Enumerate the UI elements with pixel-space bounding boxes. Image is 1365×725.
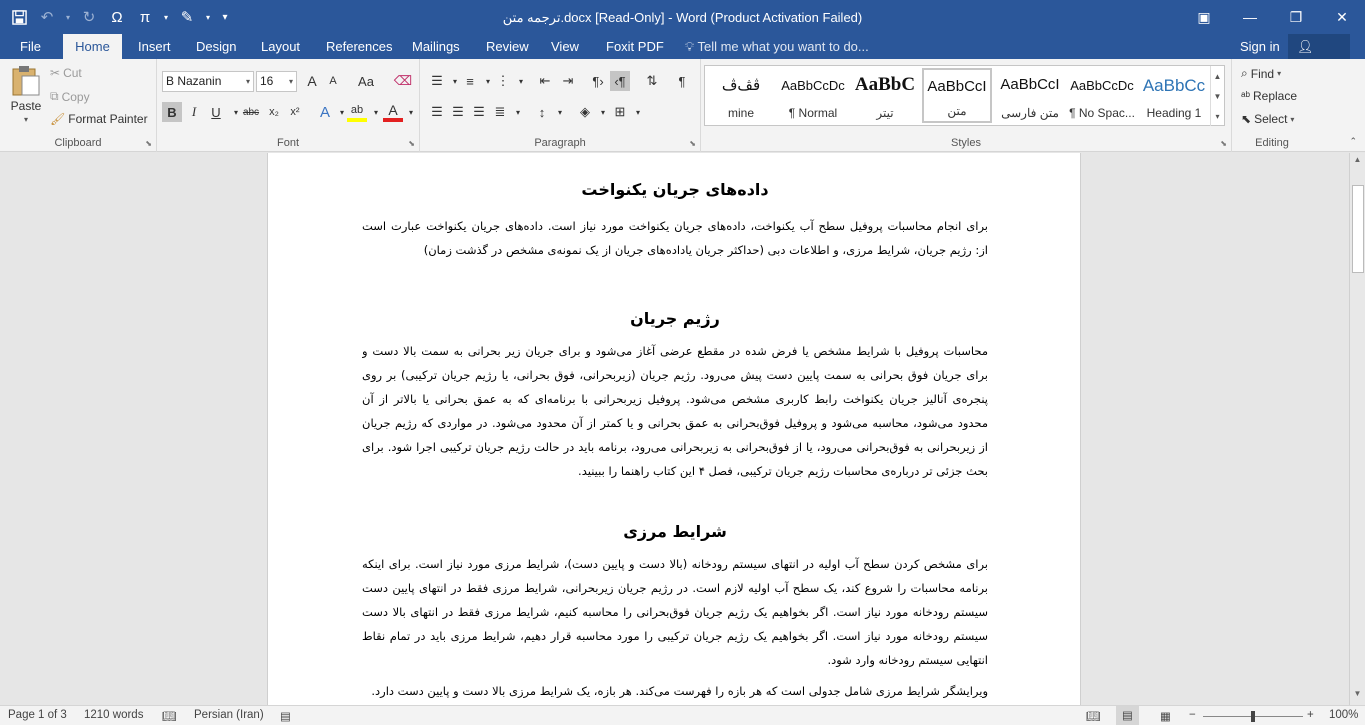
find-button[interactable] (1241, 66, 1281, 81)
copy-icon: ⧉ (50, 89, 59, 103)
borders-icon[interactable]: ⊞ (614, 104, 626, 119)
shading-icon[interactable]: ◈ (580, 104, 590, 119)
paragraph-line: از: رژیم جریان، شرایط مرزی، و اطلاعات دبی (حداکثر جریان یاداده‌های جریان از یک نمونه‌ی مشخص در گذشت زمان) (423, 243, 988, 257)
multilevel-dropdown-icon[interactable]: ▾ (518, 76, 523, 86)
subscript-button[interactable]: x₂ (269, 106, 279, 118)
numbering-icon[interactable]: ≡ (466, 73, 474, 89)
scroll-down-icon[interactable]: ▼ (1353, 689, 1362, 698)
editing-group-label: Editing (1255, 137, 1289, 149)
paragraph-line: محاسبات پروفیل با شرایط مشخص یا فرض شده در مقطع عرضی آغاز می‌شود و برای جریان زیر بحرانی به سمت بالا دست و (362, 344, 988, 358)
paragraph-line: پنجره‌ی آنالیز جریان یکنواخت رابط کاربری مشخص می‌شود. پروفیل زیربحرانی با برنامه‌ای که به عمق بحرانی یا بالاتر از آن (362, 392, 988, 406)
font-launcher-icon[interactable]: ⬊ (408, 139, 415, 148)
shape-dropdown-icon[interactable]: ▾ (205, 12, 210, 22)
restore-button[interactable]: ❐ (1289, 8, 1303, 25)
font-size-value: 16 (260, 74, 274, 88)
numbering-dropdown-icon[interactable]: ▾ (485, 76, 490, 86)
document-page[interactable] (267, 153, 1081, 705)
scissors-icon: ✂ (50, 66, 61, 80)
replace-label: Replace (1253, 89, 1298, 103)
copy-button[interactable] (50, 89, 90, 104)
share-button[interactable] (1288, 34, 1350, 59)
customize-qat-button[interactable]: ▾ (222, 11, 228, 23)
heading-uniform-flow-data: داده‌های جریان یکنواخت (581, 180, 769, 199)
style-no-spacing[interactable] (1067, 68, 1137, 123)
ribbon-home (0, 59, 1365, 152)
italic-button[interactable]: I (191, 104, 197, 119)
style-name: mine (727, 106, 754, 120)
style-matn[interactable] (922, 68, 992, 123)
window-controls (1181, 0, 1365, 34)
line-spacing-dropdown-icon[interactable]: ▾ (557, 107, 562, 117)
read-mode-icon[interactable]: 📖︎ (1086, 711, 1101, 723)
justify-dropdown-icon[interactable]: ▾ (515, 107, 520, 117)
paragraph-line: انتهایی سیستم رودخانه وارد شود. (827, 653, 988, 667)
styles-gallery (704, 65, 1225, 126)
style-preview: AaBbCcDc (781, 78, 845, 93)
style-matn-farsi[interactable] (995, 68, 1065, 123)
tab-file[interactable]: File (20, 39, 41, 54)
align-left-icon[interactable]: ☰ (431, 104, 443, 119)
title-bar (0, 0, 1365, 34)
style-normal[interactable] (778, 68, 848, 123)
style-name: ¶ Normal (788, 106, 838, 120)
bullets-dropdown-icon[interactable]: ▾ (452, 76, 457, 86)
effects-dropdown-icon[interactable]: ▾ (339, 107, 344, 117)
window-title: ترجمه متن.docx [Read-Only] - Word (Product Activation Failed) (502, 10, 863, 25)
replace-icon: ᵃᵇ (1241, 89, 1250, 103)
style-name: متن (947, 104, 967, 118)
chevron-down-icon: ▾ (288, 77, 293, 86)
format-painter-button[interactable] (50, 112, 148, 126)
proofing-icon[interactable]: 📖︎ (162, 711, 177, 723)
paragraph-line: محدود می‌شود، محاسبه می‌شود و پروفیل فوق‌بحرانی به عمق بحرانی و یا کمتر از آن محدود می‌شود. در مواردی که رژیم جریان (362, 416, 988, 430)
vertical-scrollbar[interactable] (1349, 153, 1365, 705)
font-group (157, 59, 420, 152)
clipboard-launcher-icon[interactable]: ⬊ (145, 139, 152, 148)
bullets-icon[interactable]: ☰ (431, 73, 443, 88)
find-dropdown-icon: ▾ (1277, 69, 1282, 78)
insert-omega-button[interactable]: Ω (111, 8, 123, 26)
clipboard-group (0, 59, 157, 152)
ltr-direction-icon[interactable]: ¶› (592, 73, 604, 89)
copy-label: Copy (61, 89, 90, 104)
select-dropdown-icon: ▾ (1290, 114, 1295, 124)
tab-references[interactable]: References (326, 39, 393, 54)
tab-mailings[interactable]: Mailings (412, 39, 460, 54)
underline-dropdown-icon[interactable]: ▾ (233, 107, 238, 117)
increase-indent-icon[interactable]: ⇥ (562, 73, 574, 88)
insert-equation-button[interactable]: π (139, 8, 151, 26)
text-effects-button[interactable]: A (319, 103, 330, 121)
align-center-icon[interactable]: ☰ (452, 104, 464, 119)
page-count[interactable]: Page 1 of 3 (8, 709, 67, 721)
style-preview: AaBbCcI (1000, 76, 1060, 93)
style-heading-1[interactable] (1139, 68, 1209, 123)
tab-design[interactable]: Design (196, 39, 237, 54)
paragraph-line: سیستم رودخانه مورد نیاز است. اگر بخواهیم یک رژیم جریان ترکیبی را مورد محاسبه قرار دهیم، شرایط مرزی باید در تمام نقاط (362, 629, 988, 643)
styles-launcher-icon[interactable]: ⬊ (1220, 139, 1227, 148)
line-spacing-icon[interactable]: ↕ (538, 104, 546, 120)
heading-boundary-conditions: شرایط مرزی (623, 522, 727, 541)
select-label: Select (1254, 112, 1288, 126)
tab-layout[interactable]: Layout (261, 39, 301, 54)
sort-icon[interactable]: ⇅ (646, 73, 658, 88)
close-button[interactable]: ✕ (1336, 8, 1348, 25)
paste-dropdown-icon[interactable]: ▾ (23, 115, 28, 124)
style-preview: AaBbC (854, 74, 916, 95)
undo-dropdown-icon[interactable]: ▾ (65, 12, 70, 22)
chevron-down-icon: ▾ (245, 77, 250, 86)
shading-dropdown-icon[interactable]: ▾ (600, 107, 605, 117)
editing-group (1232, 59, 1312, 152)
ribbon-tabs (0, 34, 1365, 59)
clipboard-group-label: Clipboard (54, 137, 102, 149)
person-icon: 👤︎ (1297, 39, 1314, 54)
paragraph-line: برای مشخص کردن سطح آب اولیه در انتهای سیستم رودخانه (بالا دست و پایین دست)، شرایط مرزی مورد نیاز است. برای اینکه (362, 557, 988, 571)
paragraph-group (420, 59, 701, 152)
show-formatting-button[interactable]: ¶ (678, 73, 686, 89)
tell-me-label: Tell me what you want to do... (697, 39, 869, 54)
zoom-slider-thumb[interactable] (1251, 711, 1255, 722)
style-preview: AaBbCc (1142, 76, 1206, 95)
gallery-more-icon[interactable]: ▾ (1210, 106, 1224, 126)
lightbulb-icon: 💡︎ (685, 39, 698, 54)
paragraph-line: از زیربحرانی به فوق‌بحرانی می‌رود، یا از فوق‌بحرانی به زیربحرانی می‌رود، برنامه باید در حالت رژیم جریان ترکیبی اجرا شود. برای (362, 440, 988, 454)
replace-button[interactable] (1241, 89, 1297, 103)
undo-icon[interactable]: ↶ (40, 9, 54, 26)
paste-label: Paste (10, 99, 42, 113)
paragraph-line: بحث جزئی تر درباره‌ی محاسبات رژیم جریان ترکیبی، فصل ۴ این کتاب راهنما را ببینید. (578, 464, 988, 478)
rtl-direction-icon[interactable]: ‹¶ (610, 71, 630, 91)
style-name: تیتر (876, 106, 894, 120)
tell-me-box[interactable] (676, 34, 878, 59)
tab-view[interactable]: View (551, 39, 579, 54)
tab-insert[interactable]: Insert (138, 39, 171, 54)
heading-flow-regime: رژیم جریان (630, 309, 720, 328)
change-case-button[interactable]: Aa (358, 73, 374, 89)
clear-formatting-icon[interactable]: ⌫ (393, 73, 413, 88)
paragraph-line: برای جریان فوق بحرانی به سمت پایین دست پیش می‌رود. رژیم جریان (زیربحرانی، فوق بحرانی، یا رژیم جریان ترکیبی) بر روی (362, 368, 988, 382)
align-right-icon[interactable]: ☰ (473, 104, 485, 119)
find-label: Find (1250, 66, 1275, 81)
multilevel-list-icon[interactable]: ⋮ (496, 73, 510, 88)
gallery-scroll-up-icon[interactable]: ▲ (1210, 66, 1224, 86)
borders-dropdown-icon[interactable]: ▾ (635, 107, 640, 117)
paragraph-line: برنامه محاسبات را شروع کند، یک سطح آب اولیه لازم است. در رژیم جریان زیربحرانی، شرایط مرزی فقط در انتهای پایین دست (362, 581, 988, 595)
style-titr[interactable] (850, 68, 920, 123)
style-preview: AaBbCcI (927, 78, 987, 95)
paragraph-launcher-icon[interactable]: ⬊ (689, 139, 696, 148)
paste-button[interactable] (8, 65, 44, 124)
document-area (0, 153, 1349, 705)
highlight-dropdown-icon[interactable]: ▾ (373, 107, 378, 117)
sign-in-link[interactable]: Sign in (1240, 39, 1280, 54)
scrollbar-thumb[interactable] (1352, 185, 1364, 273)
redo-icon[interactable]: ↻ (82, 9, 96, 26)
macro-icon[interactable]: ▤ (280, 711, 291, 723)
strikethrough-button[interactable]: abc (242, 106, 260, 118)
search-icon: ⌕ (1241, 66, 1248, 80)
font-name-value: B Nazanin (166, 74, 222, 88)
style-preview: AaBbCcDc (1070, 78, 1134, 93)
clipboard-icon (11, 65, 41, 97)
paragraph-group-label: Paragraph (534, 137, 586, 149)
collapse-ribbon-icon[interactable]: ⌃ (1349, 136, 1357, 146)
word-count[interactable]: 1210 words (84, 709, 144, 721)
styles-group-label: Styles (951, 137, 981, 149)
tab-review[interactable]: Review (486, 39, 529, 54)
paragraph-line: برای انجام محاسبات پروفیل سطح آب یکنواخت، داده‌های جریان یکنواخت مورد نیاز است. داده‌های جریان یکنواخت عبارت است (362, 219, 988, 233)
justify-icon[interactable]: ≣ (494, 104, 506, 119)
bold-button[interactable]: B (162, 102, 182, 122)
shrink-font-button[interactable]: A (329, 75, 337, 87)
format-painter-label: Format Painter (68, 112, 148, 126)
style-mine[interactable] (706, 68, 776, 123)
superscript-button[interactable]: x² (290, 106, 300, 118)
underline-button[interactable]: U (211, 104, 221, 120)
scroll-up-icon[interactable]: ▲ (1353, 155, 1362, 164)
gallery-scroll-down-icon[interactable]: ▼ (1210, 86, 1224, 106)
style-preview: ﭬﭫﭪ (721, 77, 761, 94)
status-bar (0, 705, 1365, 725)
zoom-in-button[interactable]: + (1307, 709, 1314, 721)
grow-font-button[interactable]: A (307, 73, 317, 89)
paragraph-line: سیستم رودخانه مورد نیاز است. اگر بخواهیم یک رژیم جریان فوق‌بحرانی را محاسبه کنیم، شرایط مرزی فقط در انتهای بالا دست (362, 605, 988, 619)
cut-label: Cut (63, 66, 82, 80)
paintbrush-icon: 🖌︎ (50, 112, 66, 126)
font-name-combo[interactable] (162, 71, 254, 92)
draw-shape-icon[interactable]: ✎ (180, 9, 194, 26)
tab-foxit-pdf[interactable]: Foxit PDF (606, 39, 664, 54)
zoom-level[interactable]: 100% (1329, 709, 1359, 721)
language-indicator[interactable]: Persian (Iran) (194, 709, 264, 721)
select-button[interactable] (1241, 112, 1294, 126)
web-layout-icon[interactable]: ▦ (1160, 711, 1171, 723)
zoom-out-button[interactable]: − (1189, 709, 1196, 721)
style-name: Heading 1 (1146, 106, 1202, 120)
font-color-button[interactable]: A (383, 102, 403, 122)
ribbon-display-options-icon[interactable]: ▣ (1197, 8, 1211, 25)
equation-dropdown-icon[interactable]: ▾ (163, 12, 168, 22)
font-group-label: Font (276, 137, 299, 149)
font-size-combo[interactable] (256, 71, 297, 92)
style-name: ¶ No Spac... (1069, 106, 1135, 120)
zoom-slider-track[interactable] (1203, 716, 1303, 717)
font-color-dropdown-icon[interactable]: ▾ (408, 107, 413, 117)
minimize-button[interactable]: — (1243, 9, 1257, 25)
cut-button[interactable] (50, 66, 82, 80)
paragraph-line: ویرایشگر شرایط مرزی شامل جدولی است که هر بازه را فهرست می‌کند. هر بازه، یک شرایط مرزی بالا دست و پایین دست دارد. (371, 684, 988, 698)
style-name: متن فارسی (1001, 106, 1059, 120)
highlight-button[interactable]: ab (347, 102, 367, 122)
print-layout-icon[interactable]: ▤ (1116, 706, 1139, 725)
tab-home[interactable]: Home (63, 34, 122, 59)
decrease-indent-icon[interactable]: ⇤ (539, 73, 551, 88)
cursor-icon: ⬉ (1241, 112, 1252, 126)
